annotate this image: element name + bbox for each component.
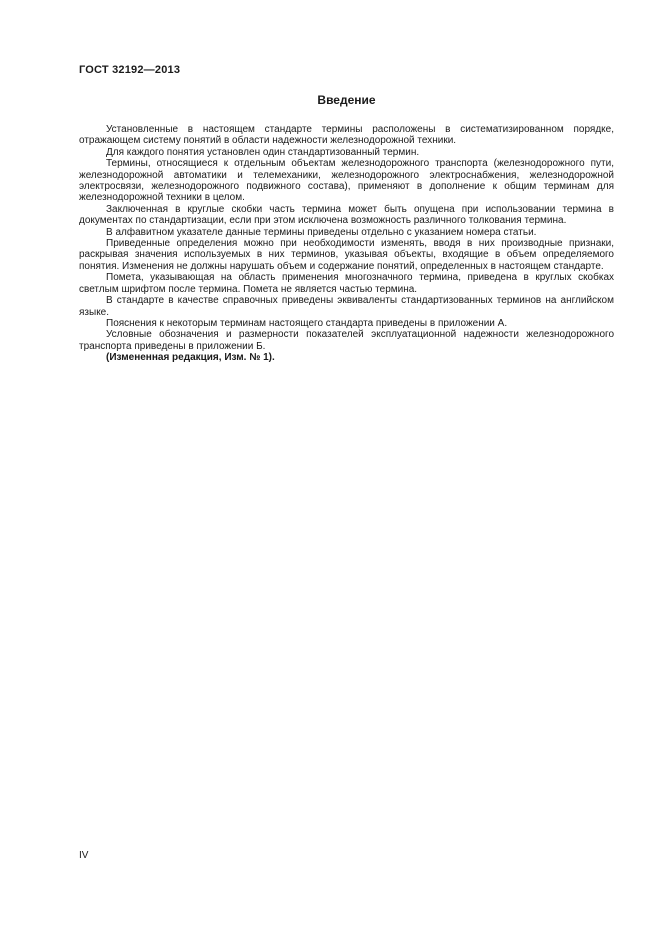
paragraph-one-term: Для каждого понятия установлен один стандартизованный термин. <box>106 146 420 158</box>
paragraph-annex-b: Условные обозначения и размерности показателей эксплуатационной надежности железнодорожного транспорта приведены в приложении Б. <box>79 329 614 352</box>
paragraph-parentheses-part: Заключенная в круглые скобки часть термина может быть опущена при использовании термина в документах по стандартизации, если при этом исключена возможность различного толкования термина. <box>79 203 614 227</box>
paragraph-english-equivalents: В стандарте в качестве справочных приведены эквиваленты стандартизованных терминов на английском языке. <box>79 295 614 318</box>
standard-id-header: ГОСТ 32192—2013 <box>79 64 181 76</box>
body-text <box>79 124 614 364</box>
section-title: Введение <box>317 93 376 107</box>
page-number: IV <box>79 850 89 861</box>
amendment-note: (Измененная редакция, Изм. № 1). <box>106 352 275 364</box>
paragraph-railway-objects: Термины, относящиеся к отдельным объектам железнодорожного транспорта (железнодорожного пути, железнодорожной автоматики и телемеханики, железнодорожного электроснабжения, железнодорожной электросвязи, железнодорожного подвижного состава), применяют в дополнение к общим терминам для железнодорожной техники в целом. <box>79 158 614 204</box>
paragraph-alphabetical-index: В алфавитном указателе данные термины приведены отдельно с указанием номера статьи. <box>106 226 537 238</box>
paragraph-definitions: Приведенные определения можно при необходимости изменять, вводя в них производные признаки, раскрывая значения используемых в них терминов, указывая объекты, входящие в объем определяемого понятия. Изменения не должны нарушать объем и содержание понятий, определенных в настоящем стандарте. <box>79 238 614 272</box>
paragraph-systematic-order: Установленные в настоящем стандарте термины расположены в систематизированном порядке, отражающем систему понятий в области надежности железнодорожной техники. <box>79 124 614 147</box>
paragraph-mark: Помета, указывающая на область применения многозначного термина, приведена в круглых скобках светлым шрифтом после термина. Помета не является частью термина. <box>79 272 614 295</box>
paragraph-annex-a: Пояснения к некоторым терминам настоящего стандарта приведены в приложении А. <box>106 317 508 329</box>
